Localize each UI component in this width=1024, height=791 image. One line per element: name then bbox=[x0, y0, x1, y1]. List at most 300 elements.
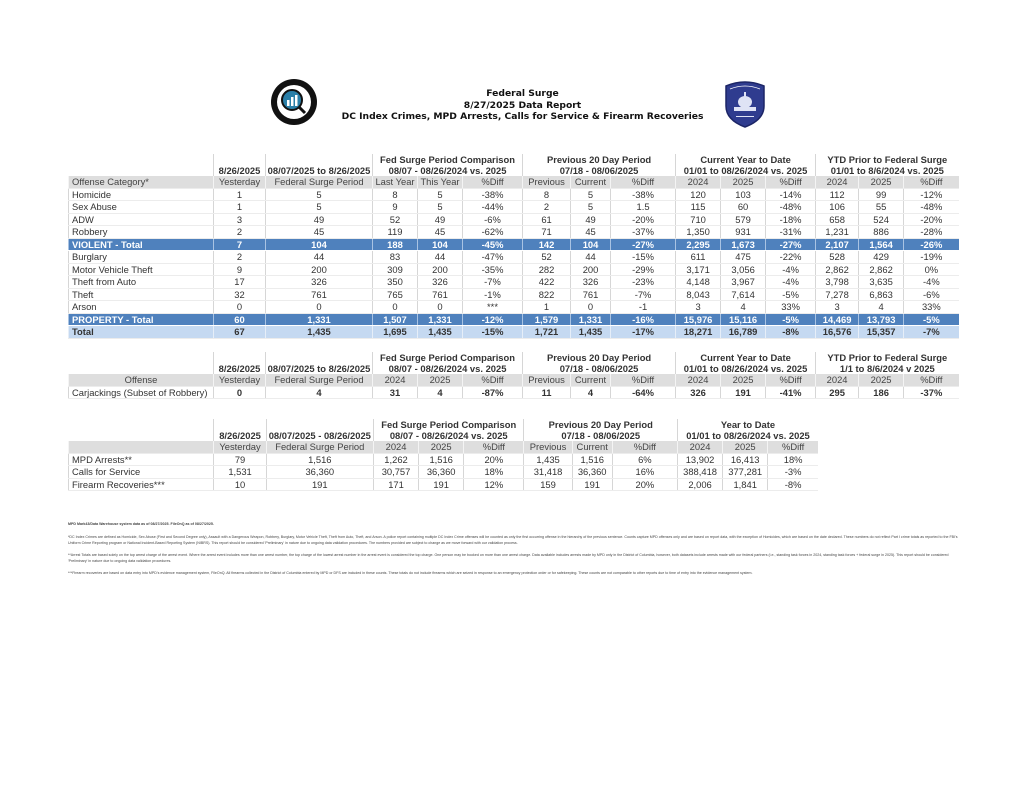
table-cell: -27% bbox=[766, 238, 816, 251]
table-cell: 579 bbox=[721, 213, 766, 226]
table-cell: 33% bbox=[766, 301, 816, 314]
group-date-range: 08/07/2025 - 08/26/2025 bbox=[266, 430, 373, 441]
table-cell: 5 bbox=[571, 201, 611, 214]
column-header: Current bbox=[571, 176, 611, 188]
table-row bbox=[69, 188, 959, 201]
table-cell: 186 bbox=[859, 386, 904, 399]
table-cell: 1,262 bbox=[373, 453, 418, 466]
table-cell: 12% bbox=[464, 478, 524, 491]
table-cell: 15,116 bbox=[721, 313, 766, 326]
table-cell: 886 bbox=[859, 226, 904, 239]
table-cell: -37% bbox=[611, 226, 676, 239]
table-row bbox=[69, 213, 959, 226]
column-header: Offense Category* bbox=[69, 176, 214, 188]
table-cell: -26% bbox=[904, 238, 959, 251]
table-cell: 49 bbox=[418, 213, 463, 226]
group-header-row bbox=[69, 419, 819, 430]
table-cell: 31,418 bbox=[524, 466, 572, 479]
group-title bbox=[214, 352, 266, 363]
table-cell: 60 bbox=[214, 313, 266, 326]
group-subheader-row bbox=[69, 430, 819, 441]
row-label: Total bbox=[69, 326, 214, 339]
row-label: Carjackings (Subset of Robbery) bbox=[69, 386, 214, 399]
table-cell: 1,516 bbox=[419, 453, 464, 466]
table-cell: -4% bbox=[904, 276, 959, 289]
group-title bbox=[266, 154, 373, 165]
row-label: Firearm Recoveries*** bbox=[69, 478, 214, 491]
table-cell: -23% bbox=[611, 276, 676, 289]
table-cell: -15% bbox=[611, 251, 676, 264]
row-label: VIOLENT - Total bbox=[69, 238, 214, 251]
table-cell: -64% bbox=[611, 386, 676, 399]
column-header: 2025 bbox=[419, 441, 464, 453]
table-cell: 7,278 bbox=[816, 288, 859, 301]
table-cell: 1,507 bbox=[373, 313, 418, 326]
row-label: Robbery bbox=[69, 226, 214, 239]
group-date-range: 8/26/2025 bbox=[214, 430, 266, 441]
column-header: Current bbox=[572, 441, 612, 453]
blank-cell bbox=[69, 352, 214, 363]
table-cell: 2,862 bbox=[816, 263, 859, 276]
group-title bbox=[214, 154, 266, 165]
table-cell: 1,231 bbox=[816, 226, 859, 239]
group-title: Fed Surge Period Comparison bbox=[373, 154, 523, 165]
table-cell: 710 bbox=[676, 213, 721, 226]
table-cell: 282 bbox=[523, 263, 571, 276]
table-cell: 377,281 bbox=[723, 466, 768, 479]
table-cell: 2,006 bbox=[677, 478, 722, 491]
table-cell: 4 bbox=[418, 386, 463, 399]
table-cell: -27% bbox=[611, 238, 676, 251]
column-header: This Year bbox=[418, 176, 463, 188]
table-cell: 0 bbox=[571, 301, 611, 314]
metropolitan-police-badge-logo bbox=[720, 78, 770, 128]
table-cell: 3 bbox=[214, 213, 266, 226]
table-cell: 103 bbox=[721, 188, 766, 201]
table-cell: -5% bbox=[766, 313, 816, 326]
table-cell: -37% bbox=[904, 386, 959, 399]
table-cell: 611 bbox=[676, 251, 721, 264]
column-header-row bbox=[69, 374, 959, 386]
row-label: Calls for Service bbox=[69, 466, 214, 479]
table-cell: 67 bbox=[214, 326, 266, 339]
table-cell: 0 bbox=[266, 301, 373, 314]
table-cell: 4 bbox=[571, 386, 611, 399]
table-cell: 6% bbox=[612, 453, 677, 466]
table-cell: -17% bbox=[611, 326, 676, 339]
table-cell: 1 bbox=[214, 188, 266, 201]
column-header: Yesterday bbox=[214, 441, 266, 453]
column-header: %Diff bbox=[904, 374, 959, 386]
table-cell: 104 bbox=[418, 238, 463, 251]
table-cell: 761 bbox=[418, 288, 463, 301]
table-cell: -5% bbox=[766, 288, 816, 301]
column-header: Federal Surge Period bbox=[266, 441, 373, 453]
table-cell: 658 bbox=[816, 213, 859, 226]
column-header: Previous bbox=[523, 176, 571, 188]
table-cell: 4 bbox=[721, 301, 766, 314]
table-cell: 17 bbox=[214, 276, 266, 289]
table-cell: -44% bbox=[463, 201, 523, 214]
table-cell: 3,967 bbox=[721, 276, 766, 289]
table-cell: 1,331 bbox=[266, 313, 373, 326]
table-cell: 49 bbox=[571, 213, 611, 226]
column-header: 2025 bbox=[723, 441, 768, 453]
column-header: %Diff bbox=[611, 176, 676, 188]
group-title bbox=[214, 419, 266, 430]
table-cell: 60 bbox=[721, 201, 766, 214]
group-date-range: 01/01 to 08/26/2024 vs. 2025 bbox=[676, 363, 816, 374]
table-cell: -48% bbox=[904, 201, 959, 214]
table-cell: 2,107 bbox=[816, 238, 859, 251]
table-cell: 0 bbox=[373, 301, 418, 314]
table-cell: 3 bbox=[676, 301, 721, 314]
firearms-footnote: ***Firearm recoveries are based on data entry into MPD's evidence management system, FileOnQ. All firearms collected in the District of Columbia entered by MPD or DFS are included in these counts. These totals do not include firearms which are seized in response to an emergency protection order or for safekeeping. These counts are not comparable to other reports due to time of entry into the evidence management system. bbox=[68, 570, 753, 575]
table-cell: 44 bbox=[571, 251, 611, 264]
table-cell: 9 bbox=[214, 263, 266, 276]
column-header: 2024 bbox=[816, 374, 859, 386]
table-cell: 15,976 bbox=[676, 313, 721, 326]
group-subheader-row bbox=[69, 363, 959, 374]
table-cell: -47% bbox=[463, 251, 523, 264]
table-cell: -31% bbox=[766, 226, 816, 239]
table-cell: 326 bbox=[418, 276, 463, 289]
table-cell: -3% bbox=[768, 466, 818, 479]
table-cell: 2,295 bbox=[676, 238, 721, 251]
table-cell: 1 bbox=[214, 201, 266, 214]
table-cell: 36,360 bbox=[572, 466, 612, 479]
table-cell: -4% bbox=[766, 263, 816, 276]
column-header: %Diff bbox=[904, 176, 959, 188]
table-cell: 3,056 bbox=[721, 263, 766, 276]
table-cell: 422 bbox=[523, 276, 571, 289]
table-cell: 1,673 bbox=[721, 238, 766, 251]
column-header: 2024 bbox=[816, 176, 859, 188]
column-header: 2024 bbox=[373, 441, 418, 453]
table-cell: 475 bbox=[721, 251, 766, 264]
row-label: Homicide bbox=[69, 188, 214, 201]
column-header: 2024 bbox=[676, 176, 721, 188]
table-cell: 388,418 bbox=[677, 466, 722, 479]
table-cell: 10 bbox=[214, 478, 266, 491]
table-cell: 20% bbox=[612, 478, 677, 491]
table-cell: -22% bbox=[766, 251, 816, 264]
group-title: Fed Surge Period Comparison bbox=[373, 352, 523, 363]
table-cell: 200 bbox=[266, 263, 373, 276]
column-header-row bbox=[69, 441, 819, 453]
table-row bbox=[69, 466, 819, 479]
table-cell: 524 bbox=[859, 213, 904, 226]
table-cell: 16,413 bbox=[723, 453, 768, 466]
table-row bbox=[69, 201, 959, 214]
group-title bbox=[266, 352, 373, 363]
table-cell: 191 bbox=[572, 478, 612, 491]
column-header: %Diff bbox=[766, 176, 816, 188]
table-cell: 16,576 bbox=[816, 326, 859, 339]
column-header: 2025 bbox=[859, 176, 904, 188]
column-header: %Diff bbox=[464, 441, 524, 453]
table-row bbox=[69, 386, 959, 399]
column-header: 2025 bbox=[418, 374, 463, 386]
table-cell: 71 bbox=[523, 226, 571, 239]
report-date: 8/27/2025 Data Report bbox=[463, 99, 582, 111]
table-cell: -48% bbox=[766, 201, 816, 214]
table-cell: 326 bbox=[676, 386, 721, 399]
table-cell: 13,793 bbox=[859, 313, 904, 326]
column-header: 2025 bbox=[859, 374, 904, 386]
table-cell: -62% bbox=[463, 226, 523, 239]
table-cell: 528 bbox=[816, 251, 859, 264]
row-label: ADW bbox=[69, 213, 214, 226]
table-cell: -7% bbox=[904, 326, 959, 339]
group-title: Previous 20 Day Period bbox=[523, 352, 676, 363]
row-label: Arson bbox=[69, 301, 214, 314]
table-cell: 33% bbox=[904, 301, 959, 314]
table-row bbox=[69, 276, 959, 289]
table-cell: -6% bbox=[463, 213, 523, 226]
table-cell: 0 bbox=[418, 301, 463, 314]
column-header: Current bbox=[571, 374, 611, 386]
table-cell: 1,435 bbox=[524, 453, 572, 466]
table-cell: 119 bbox=[373, 226, 418, 239]
table-cell: 3,171 bbox=[676, 263, 721, 276]
blank-cell bbox=[69, 430, 214, 441]
table-cell: -20% bbox=[904, 213, 959, 226]
table-cell: -38% bbox=[611, 188, 676, 201]
table-cell: -35% bbox=[463, 263, 523, 276]
table-cell: 115 bbox=[676, 201, 721, 214]
column-header: Previous bbox=[524, 441, 572, 453]
blank-cell bbox=[69, 154, 214, 165]
table-cell: -28% bbox=[904, 226, 959, 239]
table-cell: 44 bbox=[418, 251, 463, 264]
group-date-range: 8/26/2025 bbox=[214, 165, 266, 176]
table-cell: 36,360 bbox=[419, 466, 464, 479]
crime-data-magnifier-logo bbox=[270, 78, 318, 126]
table-cell: -38% bbox=[463, 188, 523, 201]
table-cell: -1 bbox=[611, 301, 676, 314]
table-cell: *** bbox=[463, 301, 523, 314]
table-cell: 761 bbox=[571, 288, 611, 301]
column-header bbox=[69, 441, 214, 453]
table-cell: 45 bbox=[266, 226, 373, 239]
group-header-row bbox=[69, 154, 959, 165]
index-crimes-table bbox=[68, 154, 959, 339]
row-label: Burglary bbox=[69, 251, 214, 264]
row-label: Motor Vehicle Theft bbox=[69, 263, 214, 276]
table-cell: 5 bbox=[571, 188, 611, 201]
report-description: DC Index Crimes, MPD Arrests, Calls for Service & Firearm Recoveries bbox=[341, 111, 704, 122]
data-source-note: MPD Mark43/Data Warehouse system data as of 08/27/2025. FileOnQ as of 08/27/2025. bbox=[68, 522, 214, 526]
column-header: %Diff bbox=[611, 374, 676, 386]
table-cell: -6% bbox=[904, 288, 959, 301]
table-cell: 822 bbox=[523, 288, 571, 301]
table-cell: 104 bbox=[571, 238, 611, 251]
table-cell: 16% bbox=[612, 466, 677, 479]
group-date-range: 01/01 to 08/26/2024 vs. 2025 bbox=[677, 430, 818, 441]
table-cell: -1% bbox=[463, 288, 523, 301]
table-cell: 159 bbox=[524, 478, 572, 491]
table-cell: -14% bbox=[766, 188, 816, 201]
table-cell: 5 bbox=[418, 201, 463, 214]
table-cell: 15,357 bbox=[859, 326, 904, 339]
table-row bbox=[69, 226, 959, 239]
table-cell: 171 bbox=[373, 478, 418, 491]
table-cell: 309 bbox=[373, 263, 418, 276]
table-cell: 106 bbox=[816, 201, 859, 214]
group-title: YTD Prior to Federal Surge bbox=[816, 352, 959, 363]
table-cell: 1,350 bbox=[676, 226, 721, 239]
table-cell: 1,435 bbox=[266, 326, 373, 339]
group-header-row bbox=[69, 352, 959, 363]
table-cell: 112 bbox=[816, 188, 859, 201]
table-cell: 1,516 bbox=[266, 453, 373, 466]
table-cell: 45 bbox=[571, 226, 611, 239]
table-cell: 200 bbox=[571, 263, 611, 276]
carjackings-table bbox=[68, 352, 959, 399]
table-cell: 1.5 bbox=[611, 201, 676, 214]
table-cell: -29% bbox=[611, 263, 676, 276]
group-title: Current Year to Date bbox=[676, 352, 816, 363]
total-total-row bbox=[69, 326, 959, 339]
table-cell: 3,635 bbox=[859, 276, 904, 289]
group-date-range: 08/07 - 08/26/2024 vs. 2025 bbox=[373, 430, 524, 441]
table-row bbox=[69, 301, 959, 314]
group-title: YTD Prior to Federal Surge bbox=[816, 154, 959, 165]
table-cell: -12% bbox=[463, 313, 523, 326]
table-cell: 36,360 bbox=[266, 466, 373, 479]
table-cell: 0% bbox=[904, 263, 959, 276]
arrests-footnote: **Arrest Totals are based solely on the top arrest charge of the arrest event. Where the arrest event includes more than one arrest number, the top charge of the lowest arrest number in the arrest event is considered the top charge. One person may be booked on more than one arrest charge. Data available includes arrests made by MPD only in the District of Columbia, however, both datasets include arrests made with our federal partners (i.e., standing task forces in 2024, standing task forces + federal surge in 2025). This report should be considered 'Preliminary' in nature due to ongoing data validation procedures. bbox=[68, 552, 949, 563]
table-cell: 16,789 bbox=[721, 326, 766, 339]
column-header: Last Year bbox=[373, 176, 418, 188]
table-cell: 18,271 bbox=[676, 326, 721, 339]
table-cell: 1,331 bbox=[571, 313, 611, 326]
table-cell: 295 bbox=[816, 386, 859, 399]
group-title: Previous 20 Day Period bbox=[524, 419, 678, 430]
group-title: Previous 20 Day Period bbox=[523, 154, 676, 165]
table-cell: 31 bbox=[373, 386, 418, 399]
column-header: 2025 bbox=[721, 176, 766, 188]
property-total-row bbox=[69, 313, 959, 326]
table-cell: 61 bbox=[523, 213, 571, 226]
table-cell: 1,564 bbox=[859, 238, 904, 251]
group-date-range: 08/07/2025 to 8/26/2025 bbox=[266, 165, 373, 176]
table-cell: 104 bbox=[266, 238, 373, 251]
table-cell: 1,841 bbox=[723, 478, 768, 491]
table-cell: 52 bbox=[523, 251, 571, 264]
table-cell: -41% bbox=[766, 386, 816, 399]
column-header: Offense bbox=[69, 374, 214, 386]
table-row bbox=[69, 263, 959, 276]
table-cell: -87% bbox=[463, 386, 523, 399]
table-cell: -7% bbox=[611, 288, 676, 301]
table-cell: 11 bbox=[523, 386, 571, 399]
table-cell: -15% bbox=[463, 326, 523, 339]
table-cell: 1,721 bbox=[523, 326, 571, 339]
table-cell: 20% bbox=[464, 453, 524, 466]
group-title: Year to Date bbox=[677, 419, 818, 430]
footnotes bbox=[68, 521, 958, 581]
table-cell: 3 bbox=[816, 301, 859, 314]
table-cell: 2 bbox=[214, 226, 266, 239]
table-cell: 1,331 bbox=[418, 313, 463, 326]
column-header: Yesterday bbox=[214, 176, 266, 188]
table-cell: -45% bbox=[463, 238, 523, 251]
table-cell: 32 bbox=[214, 288, 266, 301]
column-header: %Diff bbox=[463, 176, 523, 188]
column-header: %Diff bbox=[768, 441, 818, 453]
table-row bbox=[69, 478, 819, 491]
table-cell: 6,863 bbox=[859, 288, 904, 301]
group-date-range: 07/18 - 08/06/2025 bbox=[523, 363, 676, 374]
table-cell: -8% bbox=[766, 326, 816, 339]
group-title bbox=[266, 419, 373, 430]
table-cell: 44 bbox=[266, 251, 373, 264]
table-cell: 5 bbox=[266, 188, 373, 201]
column-header: 2025 bbox=[721, 374, 766, 386]
table-cell: -4% bbox=[766, 276, 816, 289]
table-cell: 8,043 bbox=[676, 288, 721, 301]
table-cell: 931 bbox=[721, 226, 766, 239]
table-cell: 18% bbox=[464, 466, 524, 479]
table-cell: 8 bbox=[523, 188, 571, 201]
group-subheader-row bbox=[69, 165, 959, 176]
row-label: Sex Abuse bbox=[69, 201, 214, 214]
column-header: Previous bbox=[523, 374, 571, 386]
group-date-range: 08/07/2025 to 8/26/2025 bbox=[266, 363, 373, 374]
table-cell: 45 bbox=[418, 226, 463, 239]
column-header: 2024 bbox=[676, 374, 721, 386]
table-cell: 7 bbox=[214, 238, 266, 251]
table-cell: 83 bbox=[373, 251, 418, 264]
table-cell: 99 bbox=[859, 188, 904, 201]
table-cell: -5% bbox=[904, 313, 959, 326]
table-row bbox=[69, 453, 819, 466]
table-cell: 200 bbox=[418, 263, 463, 276]
column-header: %Diff bbox=[766, 374, 816, 386]
report-title: Federal Surge bbox=[486, 88, 559, 99]
table-cell: -7% bbox=[463, 276, 523, 289]
table-cell: 7,614 bbox=[721, 288, 766, 301]
table-cell: -20% bbox=[611, 213, 676, 226]
column-header: Federal Surge Period bbox=[266, 176, 373, 188]
column-header: Yesterday bbox=[214, 374, 266, 386]
table-cell: 79 bbox=[214, 453, 266, 466]
table-cell: 4,148 bbox=[676, 276, 721, 289]
group-date-range: 8/26/2025 bbox=[214, 363, 266, 374]
blank-cell bbox=[69, 419, 214, 430]
group-date-range: 01/01 to 08/26/2024 vs. 2025 bbox=[676, 165, 816, 176]
group-title: Fed Surge Period Comparison bbox=[373, 419, 524, 430]
table-cell: 2 bbox=[523, 201, 571, 214]
row-label: PROPERTY - Total bbox=[69, 313, 214, 326]
group-date-range: 07/18 - 08/06/2025 bbox=[524, 430, 678, 441]
table-cell: 350 bbox=[373, 276, 418, 289]
table-cell: 0 bbox=[214, 301, 266, 314]
table-cell: 191 bbox=[419, 478, 464, 491]
table-cell: 5 bbox=[418, 188, 463, 201]
table-cell: 3,798 bbox=[816, 276, 859, 289]
table-cell: 18% bbox=[768, 453, 818, 466]
table-cell: 326 bbox=[571, 276, 611, 289]
table-cell: 49 bbox=[266, 213, 373, 226]
table-cell: 8 bbox=[373, 188, 418, 201]
table-cell: 2,862 bbox=[859, 263, 904, 276]
table-cell: 1,579 bbox=[523, 313, 571, 326]
table-cell: -16% bbox=[611, 313, 676, 326]
table-cell: 52 bbox=[373, 213, 418, 226]
